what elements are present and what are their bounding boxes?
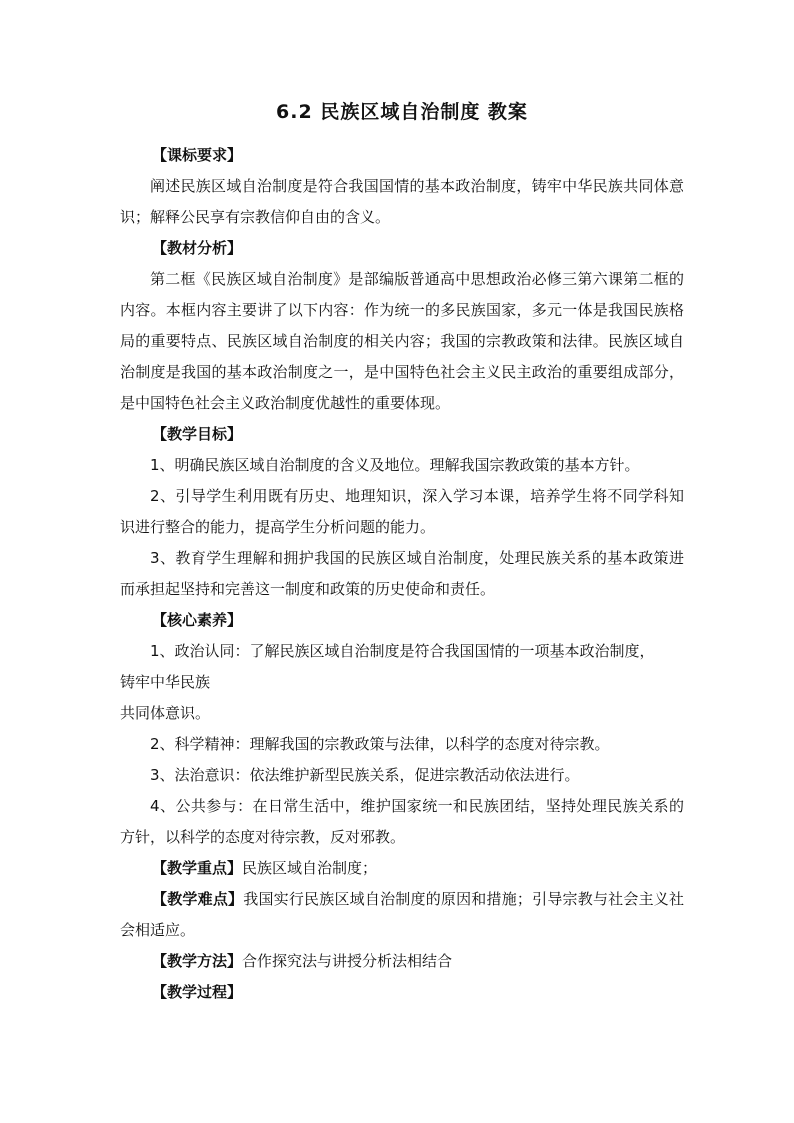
teaching-objective-item: 2、引导学生利用既有历史、地理知识，深入学习本课，培养学生将不同学科知识进行整合的能力，提高学生分析问题的能力。	[120, 487, 684, 536]
difficult-points-line	[120, 884, 684, 946]
section-heading-teaching-objectives: 【教学目标】	[152, 425, 243, 443]
teaching-objective-item: 1、明确民族区域自治制度的含义及地位。理解我国宗教政策的基本方针。	[150, 456, 640, 474]
core-literacy-item-1-line-1: 1、政治认同：了解民族区域自治制度是符合我国国情的一项基本政治制度，	[150, 642, 655, 660]
section-heading-core-literacy: 【核心素养】	[152, 611, 243, 629]
section-heading-curriculum-requirements: 【课标要求】	[152, 146, 243, 164]
section-heading-teaching-process: 【教学过程】	[152, 983, 243, 1001]
section-heading-difficult-points: 【教学难点】	[152, 890, 244, 908]
core-literacy-item-1-line-2: 铸牢中华民族	[120, 673, 211, 691]
curriculum-requirements-text: 阐述民族区域自治制度是符合我国国情的基本政治制度，铸牢中华民族共同体意识；解释公民享有宗教信仰自由的含义。	[120, 177, 684, 226]
core-literacy-item: 2、科学精神：理解我国的宗教政策与法律，以科学的态度对待宗教。	[150, 735, 610, 753]
difficult-points-text: 我国实行民族区域自治制度的原因和措施；引导宗教与社会主义社会相适应。	[120, 890, 684, 939]
section-heading-teaching-methods: 【教学方法】	[152, 952, 243, 970]
key-points-line	[120, 853, 684, 884]
textbook-analysis-text: 第二框《民族区域自治制度》是部编版普通高中思想政治必修三第六课第二框的内容。本框内容主要讲了以下内容：作为统一的多民族国家，多元一体是我国民族格局的重要特点、民族区域自治制度的相关内容；我国的宗教政策和法律。民族区域自治制度是我国的基本政治制度之一，是中国特色社会主义民主政治的重要组成部分，是中国特色社会主义政治制度优越性的重要体现。	[120, 270, 684, 412]
core-literacy-item: 3、法治意识：依法维护新型民族关系，促进宗教活动依法进行。	[150, 766, 580, 784]
section-heading-textbook-analysis: 【教材分析】	[152, 239, 243, 257]
core-literacy-item: 4、公共参与：在日常生活中，维护国家统一和民族团结，坚持处理民族关系的方针，以科学的态度对待宗教，反对邪教。	[120, 797, 684, 846]
teaching-methods-line	[120, 946, 684, 977]
teaching-methods-text: 合作探究法与讲授分析法相结合	[242, 952, 453, 970]
teaching-objective-item: 3、教育学生理解和拥护我国的民族区域自治制度，处理民族关系的基本政策进而承担起坚持和完善这一制度和政策的历史使命和责任。	[120, 549, 684, 598]
document-title: 6.2 民族区域自治制度 教案	[276, 101, 528, 123]
core-literacy-item-1-line-3: 共同体意识。	[120, 704, 211, 722]
section-heading-key-points: 【教学重点】	[152, 859, 243, 877]
key-points-text: 民族区域自治制度；	[242, 859, 378, 877]
